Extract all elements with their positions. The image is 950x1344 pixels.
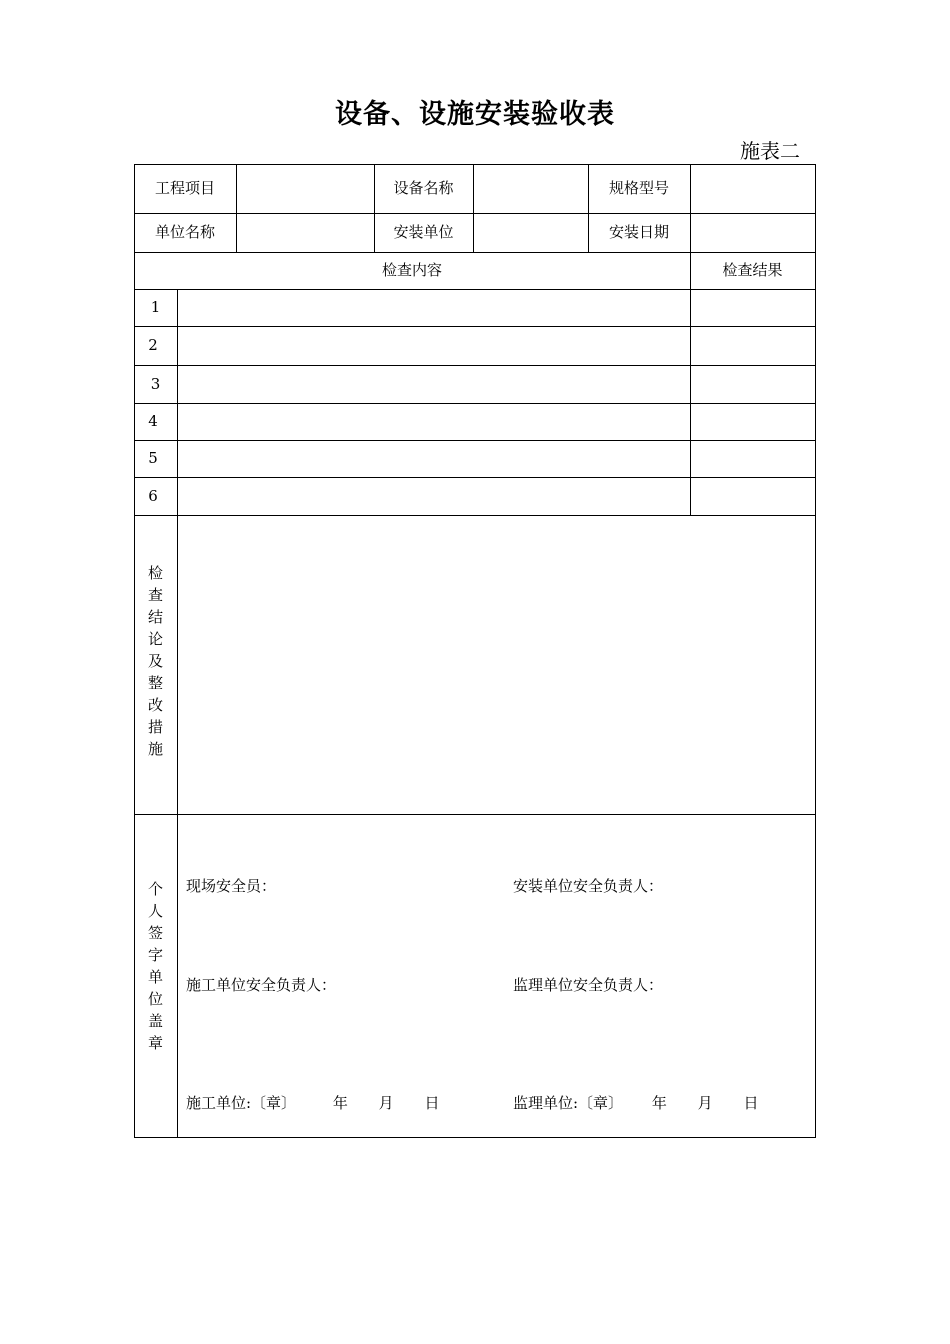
site-safety-officer-label: 现场安全员： — [186, 877, 277, 895]
conclusion-label-char: 及 — [147, 651, 163, 670]
check-content-header: 检查内容 — [381, 261, 442, 279]
rule-v — [236, 164, 237, 252]
signature-label-char: 人 — [147, 901, 163, 920]
label-install-unit: 安装单位 — [393, 223, 454, 241]
conclusion-label-char: 措 — [147, 717, 163, 736]
rule-h — [134, 1137, 816, 1138]
form-title: 设备、设施安装验收表 — [335, 99, 615, 130]
signature-label-char: 字 — [147, 945, 163, 964]
install-unit-safety-lead-label: 安装单位安全负责人： — [513, 877, 664, 895]
supervision-unit-stamp-label: 监理单位:〔章〕 — [513, 1094, 624, 1112]
rule-v — [473, 164, 474, 252]
signature-label — [134, 814, 177, 1137]
signature-label-char: 章 — [147, 1033, 163, 1052]
rule-v — [690, 252, 691, 515]
conclusion-label-char: 改 — [147, 695, 163, 714]
signature-label-char: 单 — [147, 967, 163, 986]
rule-v — [815, 164, 816, 1138]
rule-h — [134, 440, 816, 441]
label-unit-name: 单位名称 — [154, 223, 215, 241]
signature-label-char: 位 — [147, 989, 163, 1008]
signature-label-char: 个 — [147, 879, 163, 898]
label-spec-model: 规格型号 — [608, 179, 669, 197]
label-project: 工程项目 — [154, 179, 215, 197]
row-number: 2 — [148, 336, 158, 354]
rule-v — [690, 164, 691, 252]
rule-h — [134, 365, 816, 366]
rule-h — [134, 477, 816, 478]
check-result-header: 检查结果 — [722, 261, 783, 279]
conclusion-label-char: 检 — [147, 563, 163, 582]
rule-h — [134, 403, 816, 404]
month-label: 月 — [697, 1094, 713, 1112]
day-label: 日 — [743, 1094, 759, 1112]
rule-h — [134, 289, 816, 290]
conclusion-label-char: 整 — [147, 673, 163, 692]
row-number: 6 — [148, 486, 158, 505]
row-number: 5 — [148, 449, 158, 467]
month-label: 月 — [378, 1094, 394, 1112]
supervision-unit-stamp-line — [513, 1092, 758, 1113]
year-label: 年 — [332, 1094, 348, 1112]
form-code: 施表二 — [740, 139, 800, 163]
year-label: 年 — [651, 1094, 667, 1112]
signature-label-char: 盖 — [147, 1011, 163, 1030]
conclusion-label-char: 施 — [147, 739, 163, 758]
signature-label-char: 签 — [147, 923, 163, 942]
construction-unit-stamp-line — [186, 1092, 439, 1113]
construction-unit-stamp-label: 施工单位:〔章〕 — [186, 1094, 297, 1112]
row-number: 3 — [150, 374, 161, 393]
rule-v — [177, 289, 178, 1138]
conclusion-label-char: 查 — [147, 585, 163, 604]
supervision-unit-safety-lead-label: 监理单位安全负责人： — [513, 976, 664, 994]
conclusion-label — [134, 515, 177, 814]
conclusion-label-char: 结 — [147, 607, 163, 626]
rule-h — [134, 814, 816, 815]
construction-unit-safety-lead-label: 施工单位安全负责人： — [186, 976, 337, 994]
label-install-date: 安装日期 — [608, 223, 669, 241]
label-equipment-name: 设备名称 — [393, 179, 454, 197]
inspection-form-table — [134, 164, 816, 1138]
rule-h — [134, 326, 816, 327]
conclusion-label-char: 论 — [147, 629, 163, 648]
row-number: 1 — [150, 298, 161, 316]
rule-h — [134, 515, 816, 516]
row-number: 4 — [148, 412, 158, 430]
day-label: 日 — [424, 1094, 440, 1112]
